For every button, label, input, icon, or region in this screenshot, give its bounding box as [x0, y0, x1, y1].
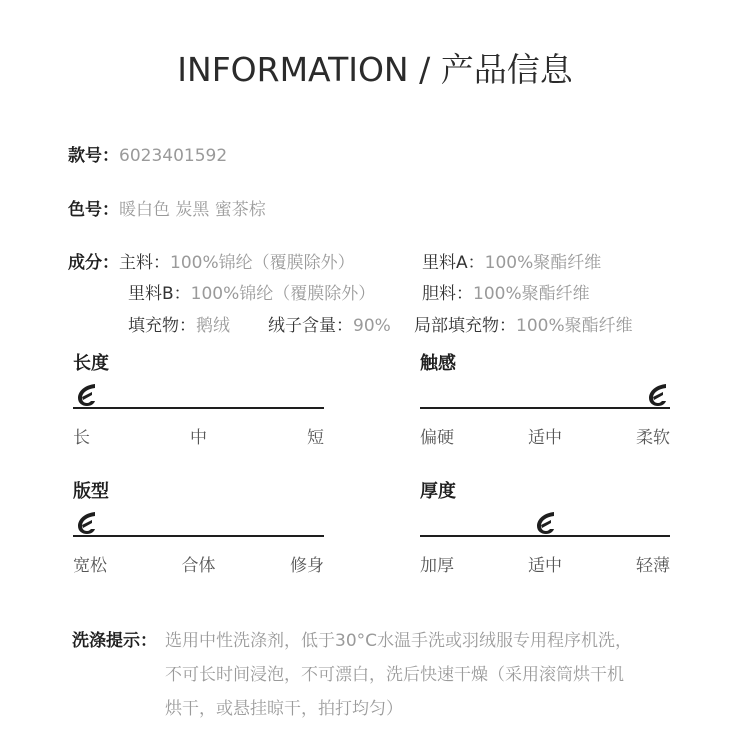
slider-tick-label: 短	[307, 428, 324, 448]
filling-value: 鹅绒	[196, 316, 230, 336]
slider-tick-label: 适中	[528, 556, 562, 576]
composition-row-1b	[422, 248, 601, 273]
slider-track	[420, 407, 670, 409]
slider-title: 厚度	[420, 481, 456, 502]
care-label: 洗涤提示：	[72, 631, 157, 651]
slider-tick-label: 修身	[290, 556, 324, 576]
lining-b-value: 100%锦纶（覆膜除外）	[190, 284, 376, 304]
composition-label: 成分：	[68, 253, 119, 273]
main-fabric-label: 主料：	[119, 253, 170, 273]
slider-tick-label: 轻薄	[636, 556, 670, 576]
lining-a-value: 100%聚酯纤维	[484, 253, 602, 273]
leaf-logo-icon	[75, 510, 99, 536]
leaf-logo-icon	[75, 382, 99, 408]
slider-title: 触感	[420, 353, 456, 374]
slider-tick-label: 适中	[528, 428, 562, 448]
filling-label: 填充物：	[128, 316, 196, 336]
slider-tick-label: 偏硬	[420, 428, 454, 448]
slider-tick-label: 加厚	[420, 556, 454, 576]
color-value: 暖白色 炭黑 蜜茶棕	[119, 200, 266, 220]
slider-tick-label: 柔软	[636, 428, 670, 448]
care-label-row	[72, 624, 157, 658]
slider-track	[73, 535, 324, 537]
composition-row-3c	[414, 311, 633, 336]
composition-row-2b	[422, 279, 590, 304]
style-number-value: 6023401592	[119, 146, 228, 166]
page-title: INFORMATION / 产品信息	[177, 50, 573, 89]
composition-row-3b	[268, 311, 391, 336]
slider-tick-label: 合体	[181, 556, 216, 576]
bladder-label: 胆料：	[422, 284, 473, 304]
partial-filling-value: 100%聚酯纤维	[516, 316, 633, 336]
slider-tick-label: 中	[190, 428, 207, 448]
style-number-label: 款号：	[68, 146, 119, 166]
slider-title: 长度	[73, 353, 109, 374]
style-number-row	[68, 141, 227, 166]
partial-filling-label: 局部填充物：	[414, 316, 516, 336]
bladder-value: 100%聚酯纤维	[473, 284, 590, 304]
composition-row-3	[128, 311, 230, 336]
down-content-value: 90%	[353, 316, 391, 336]
color-row	[68, 195, 266, 220]
slider-track	[73, 407, 324, 409]
composition-row-2	[128, 279, 375, 304]
care-line-1: 选用中性洗涤剂，低于30°C水温手洗或羽绒服专用程序机洗，	[165, 631, 633, 651]
care-line-3: 烘干，或悬挂晾干，拍打均匀）	[165, 699, 403, 719]
slider-tick-label: 宽松	[73, 556, 107, 576]
composition-row-1	[68, 248, 355, 273]
color-label: 色号：	[68, 200, 119, 220]
care-line-2: 不可长时间浸泡，不可漂白，洗后快速干燥（采用滚筒烘干机	[165, 665, 624, 685]
down-content-label: 绒子含量：	[268, 316, 353, 336]
slider-tick-label: 长	[73, 428, 90, 448]
main-fabric-value: 100%锦纶（覆膜除外）	[170, 253, 355, 273]
leaf-logo-icon	[534, 510, 558, 536]
slider-title: 版型	[73, 481, 109, 502]
lining-a-label: 里料A：	[422, 253, 485, 273]
leaf-logo-icon	[646, 382, 670, 408]
lining-b-label: 里料B：	[128, 284, 191, 304]
